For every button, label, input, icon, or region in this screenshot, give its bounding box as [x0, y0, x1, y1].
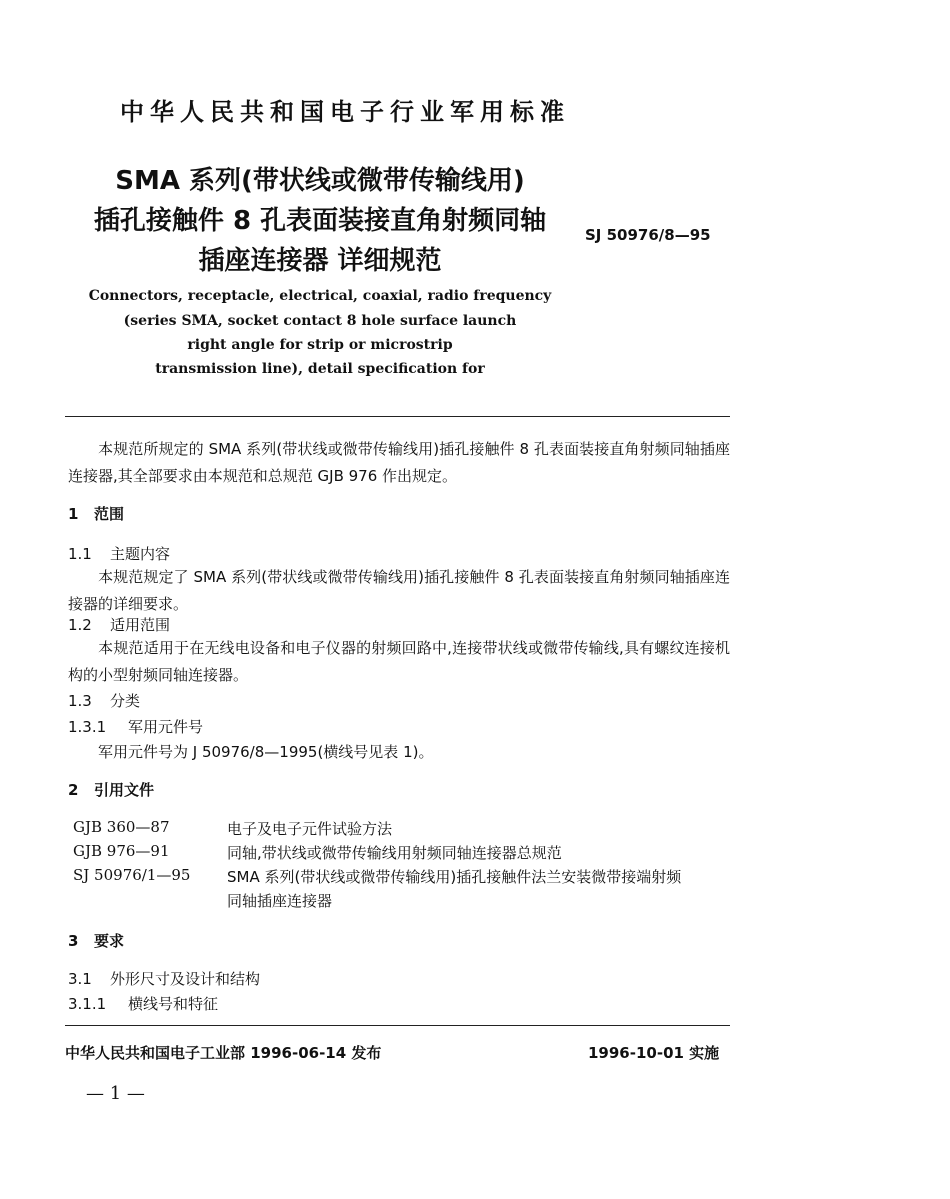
reference-title: 同轴,带状线或微带传输线用射频同轴连接器总规范	[227, 844, 562, 862]
section-title: 主题内容	[110, 545, 171, 563]
section-text: 本规范规定了 SMA 系列(带状线或微带传输线用)插孔接触件 8 孔表面装接直角射频同轴插座连接器的详细要求。	[68, 568, 730, 613]
section-number: 2	[68, 781, 79, 799]
section-2-heading	[68, 779, 154, 800]
english-title-line-1: Connectors, receptacle, electrical, coaxial, radio frequency	[88, 288, 552, 304]
title-line-2: 插孔接触件 8 孔表面装接直角射频同轴	[93, 206, 547, 236]
english-title-line-4: transmission line), detail specification for	[155, 361, 485, 377]
section-1-heading	[68, 503, 124, 524]
section-title: 横线号和特征	[128, 995, 219, 1013]
section-number: 3	[68, 932, 79, 950]
footer-divider	[65, 1025, 730, 1026]
header-divider	[65, 416, 730, 417]
section-number: 3.1.1	[68, 995, 107, 1013]
section-title: 适用范围	[110, 616, 171, 634]
reference-title-continuation: 同轴插座连接器	[227, 892, 333, 910]
intro-paragraph	[68, 436, 730, 490]
reference-code: GJB 976—91	[73, 842, 170, 860]
section-number: 1.1	[68, 545, 92, 563]
section-1-1-paragraph	[68, 564, 730, 618]
page-number: — 1 —	[86, 1083, 145, 1104]
section-1-2-paragraph	[68, 635, 730, 689]
section-title: 要求	[94, 932, 125, 950]
section-1-3-1-heading	[68, 716, 203, 737]
section-3-1-1-heading	[68, 993, 218, 1014]
english-title-line-3: right angle for strip or microstrip	[187, 337, 453, 353]
reference-title: 电子及电子元件试验方法	[227, 820, 393, 838]
section-1-2-heading	[68, 614, 170, 635]
effective-date: 1996-10-01 实施	[588, 1044, 720, 1062]
section-number: 1.3.1	[68, 718, 107, 736]
reference-code: GJB 360—87	[73, 818, 170, 836]
section-text: 本规范适用于在无线电设备和电子仪器的射频回路中,连接带状线或微带传输线,具有螺纹连接机构的小型射频同轴连接器。	[68, 639, 730, 684]
english-title-line-2: (series SMA, socket contact 8 hole surface launch	[123, 313, 517, 329]
section-1-3-heading	[68, 690, 140, 711]
intro-text: 本规范所规定的 SMA 系列(带状线或微带传输线用)插孔接触件 8 孔表面装接直角射频同轴插座连接器,其全部要求由本规范和总规范 GJB 976 作出规定。	[68, 440, 730, 485]
standard-number: SJ 50976/8—95	[585, 226, 711, 244]
section-3-1-heading	[68, 968, 260, 989]
section-number: 1	[68, 505, 79, 523]
section-1-3-1-text: 军用元件号为 J 50976/8—1995(横线号见表 1)。	[98, 743, 434, 761]
section-title: 引用文件	[94, 781, 155, 799]
section-number: 1.2	[68, 616, 92, 634]
section-title: 范围	[94, 505, 125, 523]
reference-title: SMA 系列(带状线或微带传输线用)插孔接触件法兰安装微带接端射频	[227, 868, 682, 886]
title-line-1: SMA 系列(带状线或微带传输线用)	[115, 166, 525, 196]
section-number: 3.1	[68, 970, 92, 988]
standard-category: 中华人民共和国电子行业军用标准	[120, 98, 570, 126]
issuer-line: 中华人民共和国电子工业部 1996-06-14 发布	[65, 1044, 382, 1062]
reference-code: SJ 50976/1—95	[73, 866, 191, 884]
section-title: 军用元件号	[128, 718, 204, 736]
section-3-heading	[68, 930, 124, 951]
section-1-1-heading	[68, 543, 170, 564]
section-title: 分类	[110, 692, 141, 710]
title-line-3: 插座连接器 详细规范	[198, 246, 442, 276]
section-title: 外形尺寸及设计和结构	[110, 970, 261, 988]
section-number: 1.3	[68, 692, 92, 710]
